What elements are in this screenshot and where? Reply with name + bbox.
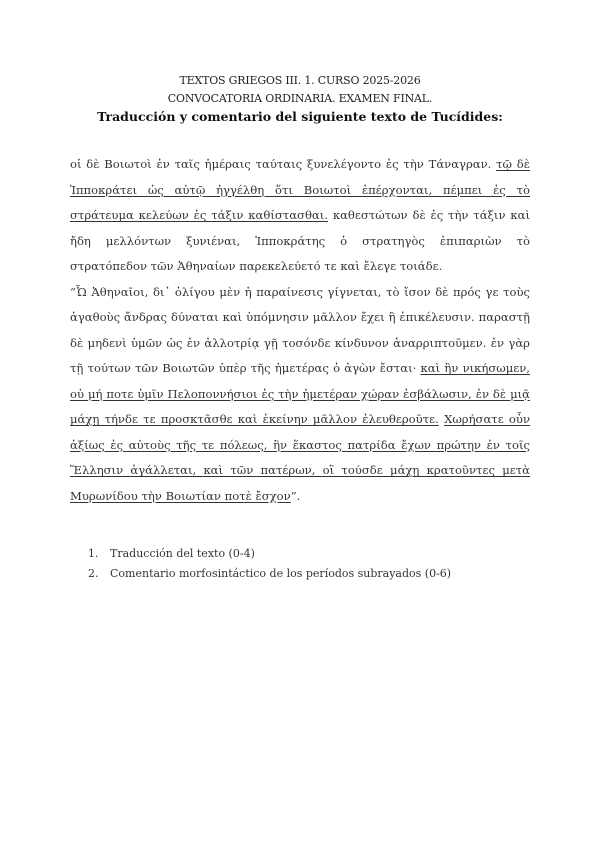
greek-passage	[70, 152, 530, 509]
exam-header	[60, 72, 540, 126]
question-list	[88, 544, 451, 584]
passage-text: “Ὦ Ἀθηναῖοι, δι᾽ ὀλίγου μὲν ἡ παραίνεσις γίγνεται, τὸ ἴσον δὲ πρός γε τοὺς ἀγαθοὺς ἄνδρας δύναται καὶ ὑπόμνησιν μᾶλλον ἔχει ἢ ἐπικέλευσιν. παραστῇ δὲ μηδενὶ ὑμῶν ὡς ἐν ἀλλοτρίᾳ γῇ τοσόνδε κίνδυνον ἀναρριπτοῦμεν. ἐν γὰρ τῇ τούτων τῶν Βοιωτῶν ὑπὲρ τῆς ἡμετέρας ὁ ἀγὼν ἔσται·	[70, 284, 530, 375]
underlined-period-3: Χωρήσατε οὖν ἀξίως ἐς αὐτοὺς τῆς τε πόλεως, ἣν ἕκαστος πατρίδα ἔχων πρώτην ἐν τοῖς Ἕλλησιν ἀγάλλεται, καὶ τῶν πατέρων, οἳ τούσδε μάχῃ κρατοῦντες μετὰ Μυρωνίδου τὴν Βοιωτίαν ποτὲ ἔσχον	[70, 412, 531, 503]
underlined-period-2: καὶ ἢν νικήσωμεν, οὐ μή ποτε ὑμῖν Πελοποννήσιοι ἐς τὴν ἡμετέραν χώραν ἐσβάλωσιν, ἐν δὲ μιᾷ μάχῃ τήνδε τε προσκτᾶσθε καὶ ἐκείνην μᾶλλον ἐλευθεροῦτε.	[70, 361, 530, 426]
exam-session-line: CONVOCATORIA ORDINARIA. EXAMEN FINAL.	[167, 92, 433, 105]
passage-text: ”.	[290, 488, 301, 503]
question-item	[88, 564, 451, 584]
question-label: Comentario morfosintáctico de los períodos subrayados (0-6)	[110, 567, 452, 580]
course-line: TEXTOS GRIEGOS III. 1. CURSO 2025-2026	[179, 74, 421, 87]
passage-paragraph-1	[70, 152, 530, 280]
question-number: 2.	[88, 567, 99, 580]
passage-text: οἱ δὲ Βοιωτοὶ ἐν ταῖς ἡμέραις ταύταις ξυνελέγοντο ἐς τὴν Τάναγραν.	[70, 157, 497, 171]
passage-text: καθεστώτων δὲ ἐς τὴν τάξιν καὶ ἤδη μελλόντων ξυνιέναι, Ἱπποκράτης ὁ στρατηγὸς ἐπιπαριὼν τὸ στρατόπεδον τῶν Ἀθηναίων παρεκελεύετό τε καὶ ἔλεγε τοιάδε.	[70, 208, 530, 273]
exam-instructions-title: Traducción y comentario del siguiente texto de Tucídides:	[97, 109, 503, 124]
question-label: Traducción del texto (0-4)	[110, 547, 255, 560]
underlined-period-1: τῷ δὲ Ἱπποκράτει ὡς αὐτῷ ἠγγέλθη ὅτι Βοιωτοὶ ἐπέρχονται, πέμπει ἐς τὸ στράτευμα κελεύων ἐς τάξιν καθίστασθαι.	[70, 157, 530, 222]
passage-paragraph-2	[70, 280, 530, 510]
question-item	[88, 544, 451, 564]
question-number: 1.	[88, 547, 99, 560]
